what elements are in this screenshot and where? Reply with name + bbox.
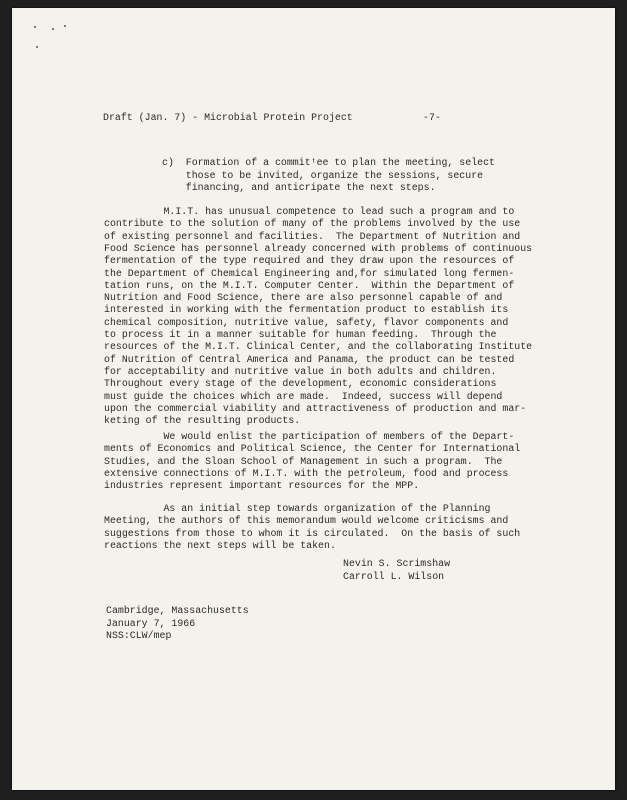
text-line: chemical composition, nutritive value, safety, flavor components and: [104, 316, 509, 328]
document-header-title: Draft (Jan. 7) - Microbial Protein Project: [103, 112, 353, 123]
text-line: Nevin S. Scrimshaw: [343, 558, 451, 569]
text-line: NSS:CLW/mep: [106, 630, 172, 641]
text-line: Meeting, the authors of this memorandum would welcome criticisms and: [104, 515, 509, 527]
text-line: of Nutrition of Central America and Panama, the product can be tested: [104, 353, 515, 365]
text-line: extensive connections of M.I.T. with the petroleum, food and process: [104, 467, 509, 479]
text-line: interested in working with the fermentation product to establish its: [104, 304, 509, 316]
text-line: upon the commercial viability and attractiveness of production and mar-: [104, 402, 527, 414]
text-line: tation runs, on the M.I.T. Computer Center. Within the Department of: [104, 279, 515, 291]
text-line: ments of Economics and Political Science, the Center for International: [104, 443, 521, 455]
scan-speck: [52, 28, 54, 30]
text-line: financing, and anticripate the next steps.: [162, 182, 436, 194]
text-line: industries represent important resources for the MPP.: [104, 480, 420, 492]
scan-speck: [36, 46, 38, 48]
text-line: to process it in a manner suitable for human feeding. Through the: [104, 329, 497, 340]
text-line: suggestions from those to whom it is circulated. On the basis of such: [104, 527, 521, 539]
text-line: January 7, 1966: [106, 617, 196, 629]
text-line: Studies, and the Sloan School of Management in such a program. The: [104, 455, 503, 467]
scan-speck: [64, 25, 66, 27]
text-line: those to be invited, organize the sessions, secure: [162, 169, 484, 181]
text-line: As an initial step towards organization of the Planning: [104, 503, 491, 514]
text-line: contribute to the solution of many of the problems involved by the use: [104, 218, 521, 230]
text-line: fermentation of the type required and they draw upon the resources of: [104, 255, 515, 267]
text-line: We would enlist the participation of members of the Depart-: [104, 431, 515, 442]
text-line: Food Science has personnel already concerned with problems of continuous: [104, 242, 533, 254]
text-line: Carroll L. Wilson: [343, 570, 445, 582]
text-line: must guide the choices which are made. Indeed, success will depend: [104, 390, 503, 402]
text-line: Nutrition and Food Science, there are also personnel capable of and: [104, 292, 503, 304]
text-line: Cambridge, Massachusetts: [106, 605, 249, 616]
text-line: of existing personnel and facilities. The Department of Nutrition and: [104, 230, 521, 242]
text-line: resources of the M.I.T. Clinical Center, and the collaborating Institute: [104, 341, 533, 353]
text-line: c) Formation of a commitᵗee to plan the meeting, select: [162, 157, 495, 168]
scan-speck: [34, 26, 36, 28]
page-number: -7-: [423, 112, 441, 123]
text-line: for acceptability and nutritive value in both adults and children.: [104, 365, 497, 377]
text-line: the Department of Chemical Engineering and,for simulated long fermen-: [104, 267, 515, 279]
text-line: Throughout every stage of the development, economic considerations: [104, 378, 497, 390]
text-line: reactions the next steps will be taken.: [104, 539, 336, 551]
text-line: keting of the resulting products.: [104, 415, 301, 427]
text-line: M.I.T. has unusual competence to lead such a program and to: [104, 206, 515, 217]
